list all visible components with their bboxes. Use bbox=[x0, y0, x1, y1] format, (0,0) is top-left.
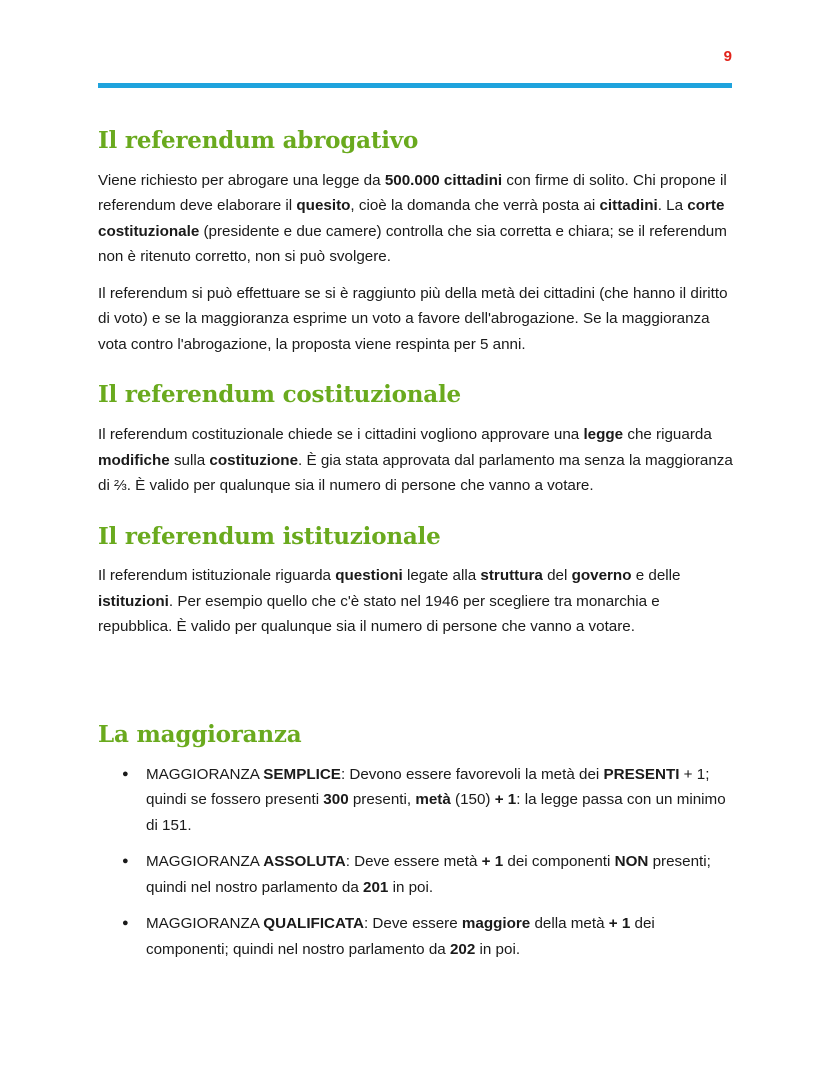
list-item: ● MAGGIORANZA SEMPLICE: Devono essere favorevoli la metà dei PRESENTI + 1; quindi se fossero presenti 300 presenti, metà (150) + 1: la legge passa con un minimo di 151. bbox=[146, 762, 738, 839]
paragraph: Viene richiesto per abrogare una legge da 500.000 cittadini con firme di solito. Chi propone il referendum deve elaborare il quesito, cioè la domanda che verrà posta ai cittadini. La corte costituzionale (presidente e due camere) controlla che sia corretta e chiara; se il referendum non è ritenuto corretto, non si può svolgere. bbox=[98, 171, 727, 266]
document-body bbox=[98, 127, 738, 986]
section-referendum-istituzionale bbox=[98, 523, 738, 640]
section-title: Il referendum abrogativo bbox=[98, 127, 419, 154]
section-referendum-abrogativo bbox=[98, 127, 738, 357]
paragraph: Il referendum costituzionale chiede se i cittadini vogliono approvare una legge che riguarda modifiche sulla costituzione. È gia stata approvata dal parlamento ma senza la maggioranza di ⅔. È valido per qualunque sia il numero di persone che vanno a votare. bbox=[98, 426, 733, 494]
section-referendum-costituzionale bbox=[98, 381, 738, 498]
list-item: ● MAGGIORANZA QUALIFICATA: Deve essere maggiore della metà + 1 dei componenti; quindi nel nostro parlamento da 202 in poi. bbox=[146, 911, 738, 962]
paragraph: Il referendum istituzionale riguarda questioni legate alla struttura del governo e delle istituzioni. Per esempio quello che c'è stato nel 1946 per scegliere tra monarchia e repubblica. È valido per qualunque sia il numero di persone che vanno a votare. bbox=[98, 567, 681, 636]
section-title: La maggioranza bbox=[98, 720, 302, 748]
paragraph: Il referendum si può effettuare se si è raggiunto più della metà dei cittadini (che hanno il diritto di voto) e se la maggioranza esprime un voto a favore dell'abrogazione. Se la maggioranza vota contro l'abrogazione, la proposta viene respinta per 5 anni. bbox=[98, 284, 728, 353]
section-maggioranza bbox=[98, 721, 738, 962]
section-title: Il referendum costituzionale bbox=[98, 381, 461, 409]
section-title: Il referendum istituzionale bbox=[98, 522, 441, 550]
header-rule bbox=[98, 83, 732, 88]
majority-list bbox=[98, 762, 738, 963]
page-number: 9 bbox=[723, 48, 732, 65]
list-item: ● MAGGIORANZA ASSOLUTA: Deve essere metà + 1 dei componenti NON presenti; quindi nel nostro parlamento da 201 in poi. bbox=[146, 849, 738, 900]
